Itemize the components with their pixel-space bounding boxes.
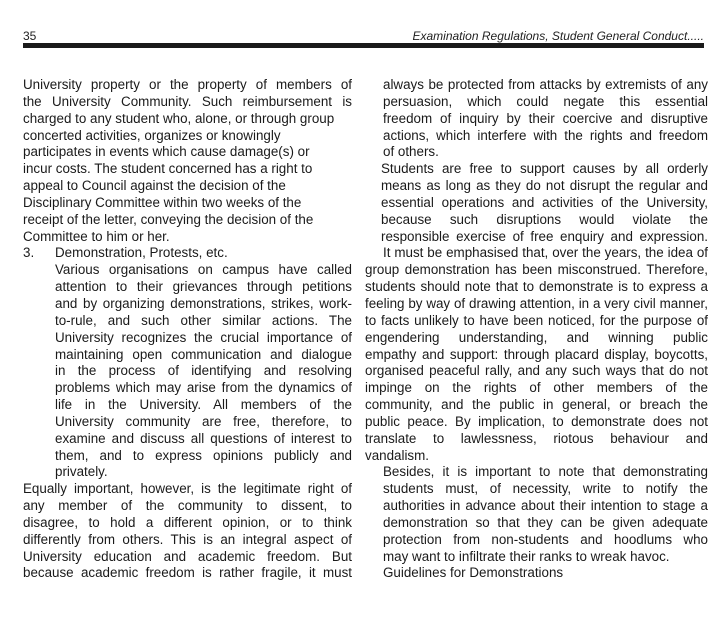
- paragraph-notify-authorities: [363, 464, 708, 582]
- text-line: life in the University. All members of the: [55, 397, 352, 413]
- text-line: persuasion, which could negate this essential: [383, 93, 708, 109]
- section-heading: [23, 245, 352, 262]
- text-line: because such disruptions would violate the: [381, 211, 708, 227]
- text-line: impinge on the rights of other members of the: [365, 380, 708, 396]
- text-line: translate to lawlessness, riotous behaviour and: [365, 430, 708, 446]
- page-number: 35: [23, 29, 37, 43]
- text-line: participates in events which cause damage(s) or: [23, 144, 310, 160]
- text-line: appeal to Council against the decision of the: [23, 178, 286, 194]
- text-line: attention to their grievances through petitions: [55, 279, 352, 295]
- text-line: Various organisations on campus have called: [55, 262, 352, 278]
- left-column: [23, 77, 352, 582]
- text-line: Equally important, however, is the legitimate right of: [23, 481, 352, 497]
- running-head: Examination Regulations, Student General Conduct.....: [412, 29, 704, 43]
- text-line: empathy and support: through placard display, boycotts,: [365, 346, 708, 362]
- text-line: group demonstration has been misconstrued. Therefore,: [365, 262, 708, 278]
- text-line: vandalism.: [365, 447, 430, 463]
- header-rule: [23, 43, 704, 48]
- paragraph-academic-freedom-cont: [363, 77, 708, 161]
- paragraph-demonstration-meaning: [363, 245, 708, 464]
- text-line: to-rule, and such other similar actions. The: [55, 312, 352, 328]
- text-line: Committee to him or her.: [23, 228, 170, 244]
- text-line: engendering understanding, and winning public: [365, 329, 708, 345]
- section-title: Demonstration, Protests, etc.: [55, 245, 228, 261]
- text-line: incur costs. The student concerned has a right to: [23, 161, 313, 177]
- text-line: authorities in advance about their intention to stage a: [383, 498, 708, 514]
- text-line: may want to infiltrate their ranks to wreak havoc.: [383, 548, 670, 564]
- text-line: to facts unlikely to have been noticed, for the purpose of: [365, 312, 708, 328]
- text-line: University property or the property of members of: [23, 77, 352, 92]
- text-line: responsible exercise of free enquiry and expression.: [381, 228, 708, 244]
- text-line: It must be emphasised that, over the years, the idea of: [383, 245, 708, 261]
- text-line: examine and discuss all questions of interest to: [55, 430, 352, 446]
- text-line: problems which may arise from the dynamics of: [55, 380, 352, 396]
- text-line: because academic freedom is rather fragile, it must: [23, 565, 352, 581]
- section-number: 3.: [23, 245, 35, 261]
- text-line: Besides, it is important to note that demonstrating: [383, 464, 708, 480]
- text-line: University education and academic freedom. But: [23, 548, 352, 564]
- text-line: disagree, to hold a different opinion, or to think: [23, 514, 352, 530]
- text-line: and by organizing demonstrations, strikes, work-: [55, 295, 352, 311]
- paragraph-support-causes: [363, 161, 708, 245]
- paragraph-reimbursement: [23, 77, 352, 245]
- text-line: Disciplinary Committee within two weeks of the: [23, 194, 302, 210]
- text-line: the University Community. Such reimbursement is: [23, 93, 352, 109]
- text-line: any member of the community to dissent, to: [23, 498, 352, 514]
- text-line: Students are free to support causes by all orderly: [381, 161, 708, 177]
- text-line: students should note that to demonstrate is to express a: [365, 279, 708, 295]
- text-line: essential operations and activities of the University,: [381, 194, 708, 210]
- text-line: means as long as they do not disrupt the regular and: [381, 178, 708, 194]
- paragraph-demonstrations-intro: [23, 262, 352, 481]
- text-line: charged to any student who, alone, or through group: [23, 110, 335, 126]
- text-line: of others.: [383, 144, 439, 160]
- text-line: protection from non-students and hoodlums who: [383, 531, 708, 547]
- right-column: [363, 77, 708, 582]
- text-line: maintaining open communication and dialogue: [55, 346, 352, 362]
- text-line: University recognizes the crucial importance of: [55, 329, 352, 345]
- text-line: in the process of identifying and resolving: [55, 363, 352, 379]
- subheading-guidelines: Guidelines for Demonstrations: [383, 565, 564, 581]
- text-line: demonstration so that they can be given adequate: [383, 514, 708, 530]
- text-line: students must, of necessity, write to notify the: [383, 481, 708, 497]
- text-line: actions, which interfere with the rights and freedom: [383, 127, 708, 143]
- text-line: privately.: [55, 464, 108, 480]
- text-line: them, and to express opinions publicly and: [55, 447, 352, 463]
- text-line: University community are free, therefore, to: [55, 413, 352, 429]
- text-line: always be protected from attacks by extremists of any: [383, 77, 708, 92]
- text-line: receipt of the letter, conveying the decision of the: [23, 211, 314, 227]
- text-line: concerted activities, organizes or knowingly: [23, 127, 281, 143]
- text-line: feeling by way of drawing attention, in a very civil manner,: [365, 295, 708, 311]
- text-line: differently from others. This is an integral aspect of: [23, 531, 352, 547]
- text-line: freedom of inquiry by their coercive and disruptive: [383, 110, 708, 126]
- paragraph-right-to-dissent: [23, 481, 352, 582]
- text-line: public peace. By implication, to demonstrate does not: [365, 413, 708, 429]
- text-line: organised peaceful rally, and any such ways that do not: [365, 363, 708, 379]
- text-line: community, and the public in general, or breach the: [365, 397, 708, 413]
